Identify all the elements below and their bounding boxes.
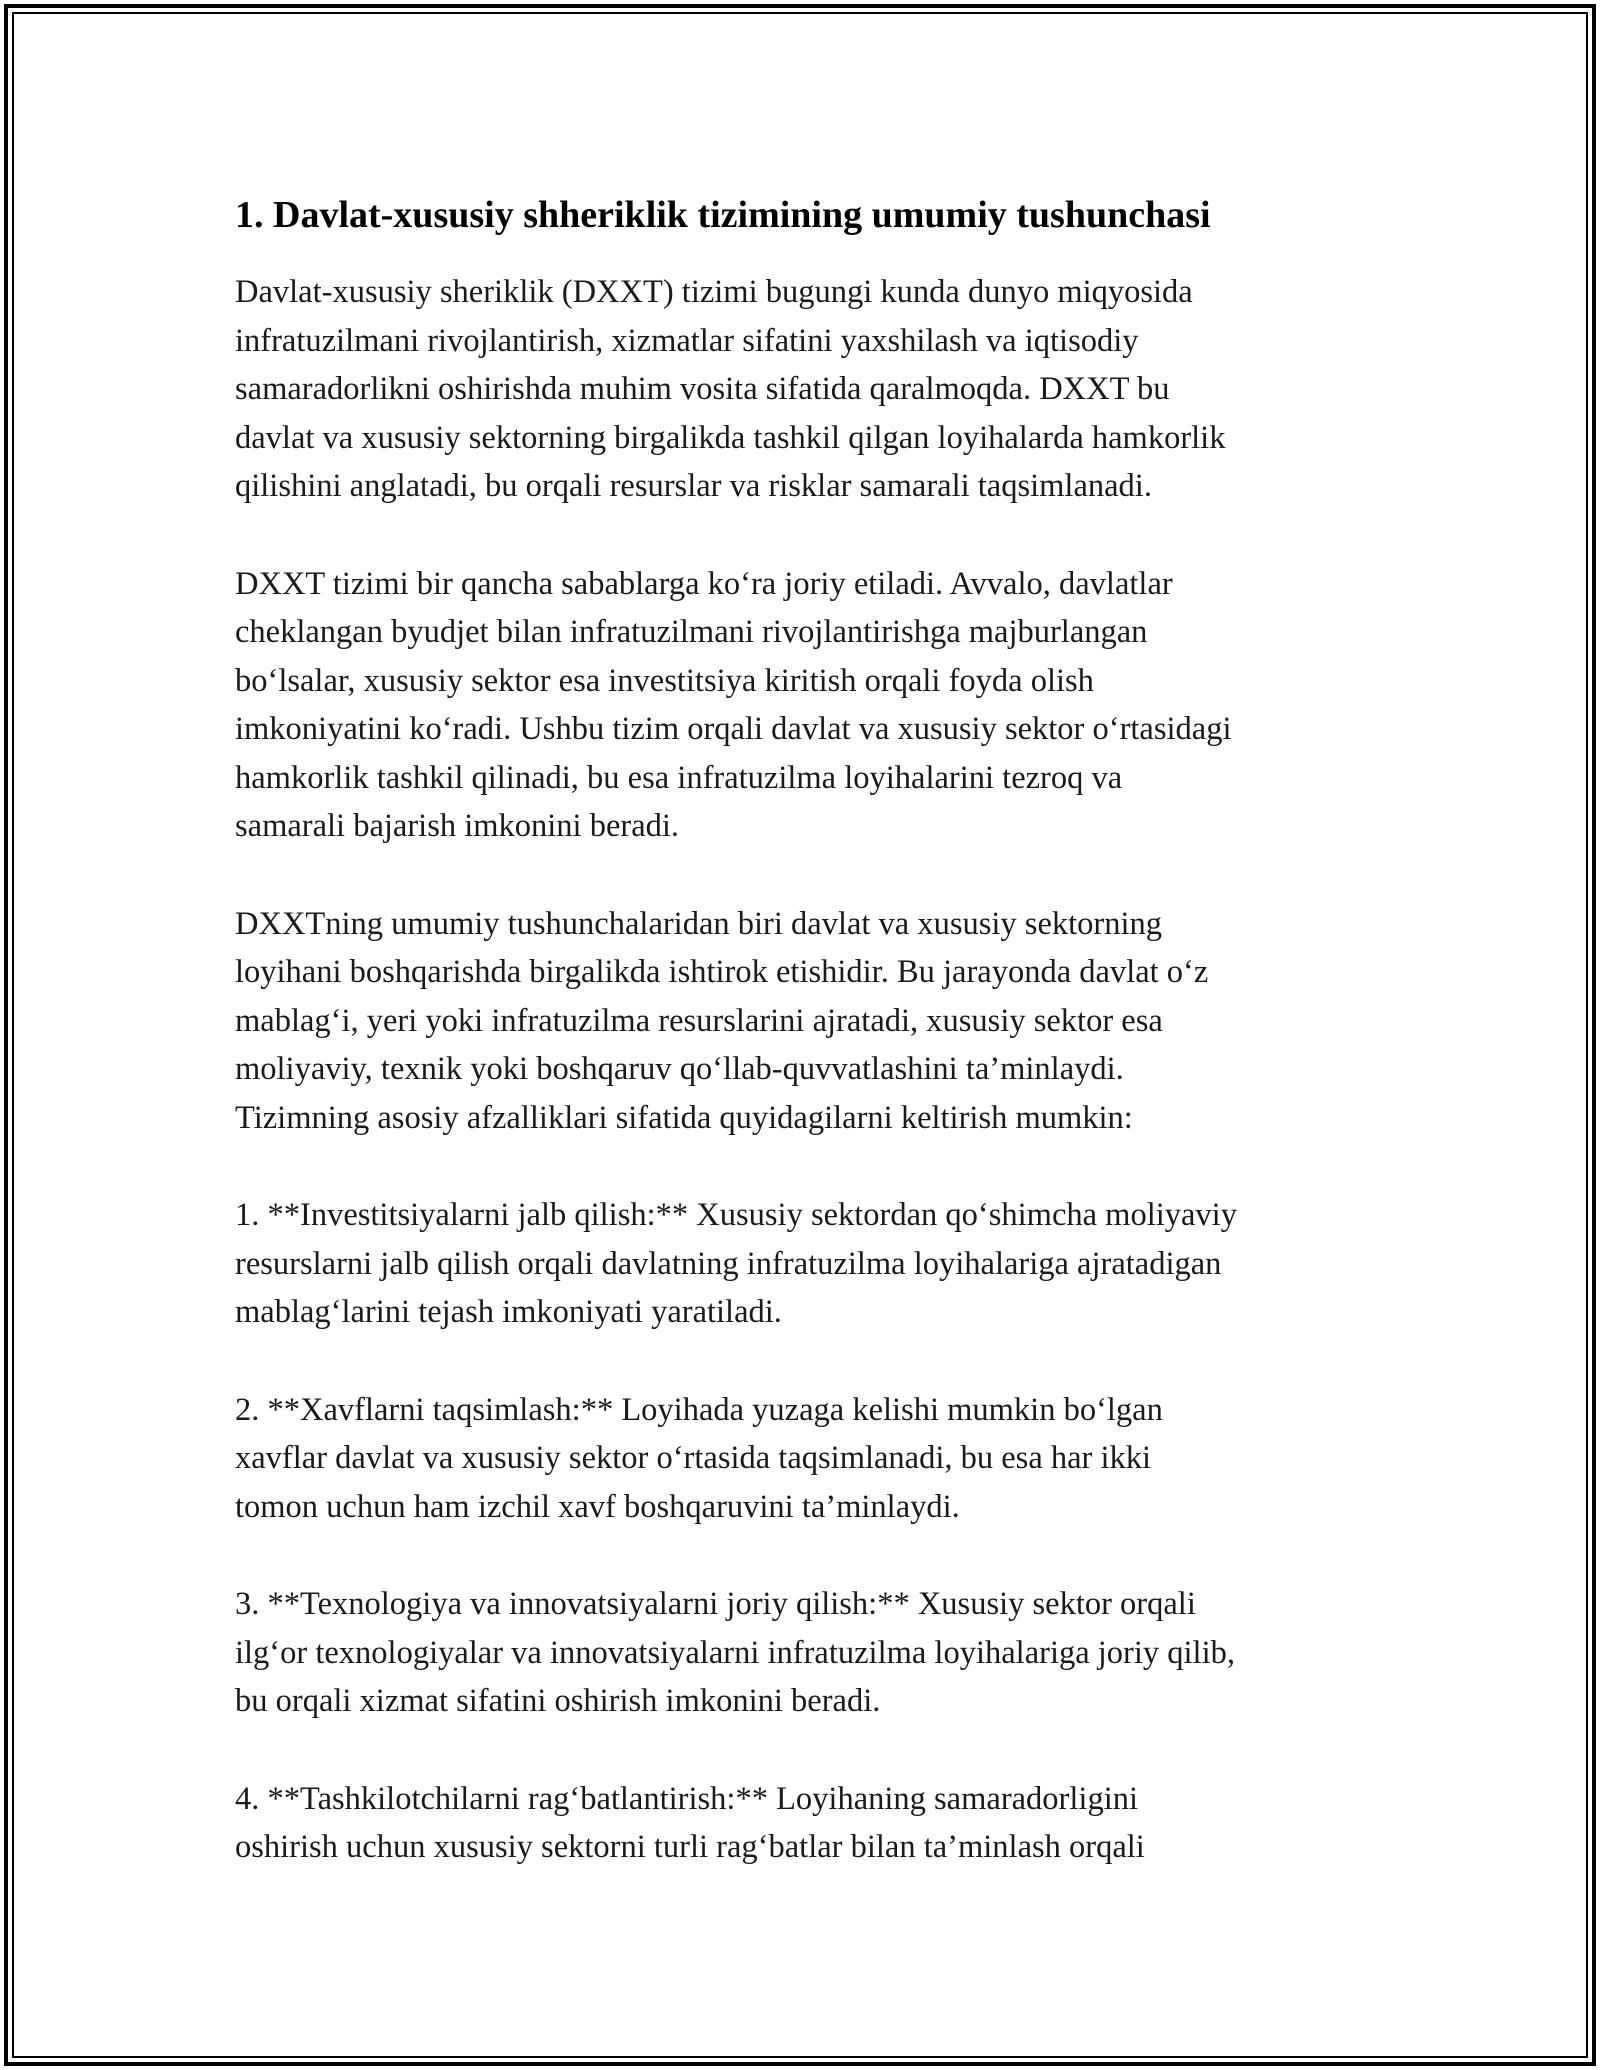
text-line: 3. **Texnologiya va innovatsiyalarni joriy qilish:** Xususiy sektor orqali <box>235 1586 1196 1622</box>
paragraph-intro <box>235 268 1395 511</box>
text-line: samaradorlikni oshirishda muhim vosita sifatida qaralmoqda. DXXT bu <box>235 371 1170 407</box>
list-item-3 <box>235 1580 1395 1726</box>
text-line: 1. **Investitsiyalarni jalb qilish:** Xususiy sektordan qo‘shimcha moliyaviy <box>235 1197 1237 1233</box>
text-line: loyihani boshqarishda birgalikda ishtirok etishidir. Bu jarayonda davlat o‘z <box>235 954 1209 990</box>
text-line: Tizimning asosiy afzalliklari sifatida quyidagilarni keltirish mumkin: <box>235 1099 1133 1136</box>
text-line: ilg‘or texnologiyalar va innovatsiyalarni infratuzilma loyihalariga joriy qilib, <box>235 1634 1235 1671</box>
text-line: tomon uchun ham izchil xavf boshqaruvini ta’minlaydi. <box>235 1488 960 1525</box>
text-line: Davlat-xususiy sheriklik (DXXT) tizimi bugungi kunda dunyo miqyosida <box>235 274 1193 310</box>
section-heading: 1. Davlat-xususiy shheriklik tizimining umumiy tushunchasi <box>235 194 1211 236</box>
paragraph-concepts <box>235 900 1395 1143</box>
text-line: 2. **Xavflarni taqsimlash:** Loyihada yuzaga kelishi mumkin bo‘lgan <box>235 1391 1163 1428</box>
text-line: resurslarni jalb qilish orqali davlatning infratuzilma loyihalariga ajratadigan <box>235 1245 1222 1282</box>
list-item-1 <box>235 1191 1395 1337</box>
text-line: imkoniyatini ko‘radi. Ushbu tizim orqali davlat va xususiy sektor o‘rtasidagi <box>235 711 1232 747</box>
text-line: 4. **Tashkilotchilarni rag‘batlantirish:** Loyihaning samaradorligini <box>235 1780 1139 1817</box>
text-line: mablag‘larini tejash imkoniyati yaratiladi. <box>235 1294 782 1330</box>
text-line: samarali bajarish imkonini beradi. <box>235 808 680 844</box>
text-line: infratuzilmani rivojlantirish, xizmatlar sifatini yaxshilash va iqtisodiy <box>235 322 1139 359</box>
text-line: bo‘lsalar, xususiy sektor esa investitsiya kiritish orqali foyda olish <box>235 662 1094 699</box>
text-line: moliyaviy, texnik yoki boshqaruv qo‘llab-quvvatlashini ta’minlaydi. <box>235 1051 1124 1087</box>
text-line: hamkorlik tashkil qilinadi, bu esa infratuzilma loyihalarini tezroq va <box>235 759 1123 796</box>
paragraph-reasons <box>235 560 1395 851</box>
list-item-4 <box>235 1775 1395 1872</box>
text-line: qilishini anglatadi, bu orqali resurslar va risklar samarali taqsimlanadi. <box>235 468 1152 504</box>
text-line: cheklangan byudjet bilan infratuzilmani rivojlantirishga majburlangan <box>235 614 1148 650</box>
list-item-2 <box>235 1386 1395 1532</box>
text-line: DXXT tizimi bir qancha sabablarga ko‘ra joriy etiladi. Avvalo, davlatlar <box>235 565 1173 602</box>
text-line: DXXTning umumiy tushunchalaridan biri davlat va xususiy sektorning <box>235 905 1163 942</box>
text-line: mablag‘i, yeri yoki infratuzilma resurslarini ajratadi, xususiy sektor esa <box>235 1002 1163 1039</box>
text-line: bu orqali xizmat sifatini oshirish imkonini beradi. <box>235 1683 881 1719</box>
text-line: oshirish uchun xususiy sektorni turli rag‘batlar bilan ta’minlash orqali <box>235 1829 1145 1865</box>
text-line: xavflar davlat va xususiy sektor o‘rtasida taqsimlanadi, bu esa har ikki <box>235 1440 1152 1476</box>
document-body <box>235 186 1395 1872</box>
text-line: davlat va xususiy sektorning birgalikda tashkil qilgan loyihalarda hamkorlik <box>235 419 1226 456</box>
